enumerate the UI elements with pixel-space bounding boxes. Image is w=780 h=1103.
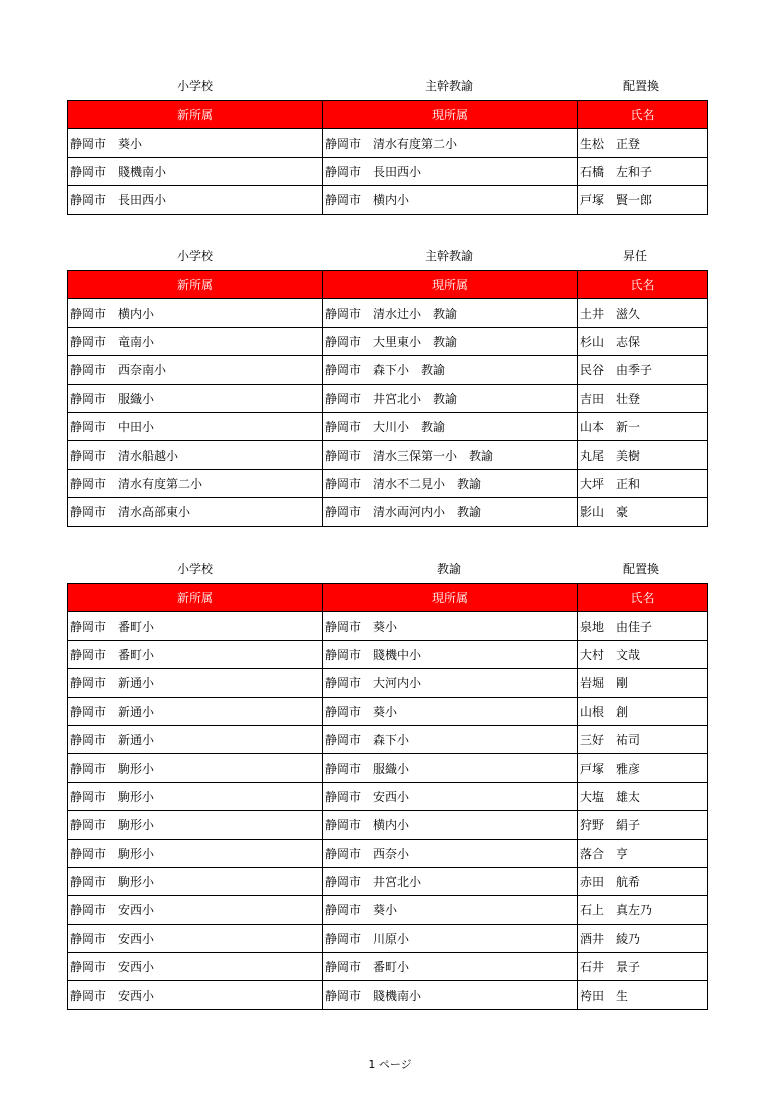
new-affiliation-cell: 静岡市 長田西小 <box>68 186 323 214</box>
name-cell: 戸塚 賢一郎 <box>578 186 708 214</box>
table-row <box>68 782 708 810</box>
column-header-current-affiliation: 現所属 <box>323 271 578 299</box>
current-affiliation-cell: 静岡市 安西小 <box>323 782 578 810</box>
table-row <box>68 725 708 753</box>
new-affiliation-cell: 静岡市 西奈南小 <box>68 356 323 384</box>
name-cell: 石橋 左和子 <box>578 157 708 185</box>
section-3 <box>67 555 707 1010</box>
current-affiliation-cell: 静岡市 葵小 <box>323 896 578 924</box>
current-affiliation-cell: 静岡市 大里東小 教諭 <box>323 327 578 355</box>
role-label: 主幹教諭 <box>425 79 474 93</box>
column-header-new-affiliation: 新所属 <box>68 101 323 129</box>
current-affiliation-cell: 静岡市 横内小 <box>323 811 578 839</box>
new-affiliation-cell: 静岡市 横内小 <box>68 299 323 327</box>
name-cell: 大塩 雄太 <box>578 782 708 810</box>
table-row <box>68 299 708 327</box>
name-cell: 戸塚 雅彦 <box>578 754 708 782</box>
new-affiliation-cell: 静岡市 安西小 <box>68 924 323 952</box>
name-cell: 岩堀 剛 <box>578 669 708 697</box>
name-cell: 山本 新一 <box>578 412 708 440</box>
school-type-label: 小学校 <box>177 562 214 576</box>
name-cell: 落合 亨 <box>578 839 708 867</box>
current-affiliation-cell: 静岡市 森下小 <box>323 725 578 753</box>
new-affiliation-cell: 静岡市 清水高部東小 <box>68 498 323 526</box>
section-header <box>67 72 707 100</box>
current-affiliation-cell: 静岡市 清水不二見小 教諭 <box>323 469 578 497</box>
column-header-new-affiliation: 新所属 <box>68 271 323 299</box>
name-cell: 袴田 生 <box>578 981 708 1009</box>
table-row <box>68 640 708 668</box>
table-row <box>68 811 708 839</box>
role-label: 教諭 <box>437 562 462 576</box>
new-affiliation-cell: 静岡市 新通小 <box>68 669 323 697</box>
new-affiliation-cell: 静岡市 新通小 <box>68 697 323 725</box>
current-affiliation-cell: 静岡市 井宮北小 <box>323 867 578 895</box>
name-cell: 丸尾 美樹 <box>578 441 708 469</box>
personnel-table <box>67 100 708 215</box>
table-row <box>68 754 708 782</box>
page-number: 1 ページ <box>368 1058 412 1071</box>
current-affiliation-cell: 静岡市 横内小 <box>323 186 578 214</box>
new-affiliation-cell: 静岡市 駒形小 <box>68 782 323 810</box>
table-row <box>68 896 708 924</box>
new-affiliation-cell: 静岡市 番町小 <box>68 612 323 640</box>
name-cell: 山根 創 <box>578 697 708 725</box>
table-row <box>68 867 708 895</box>
new-affiliation-cell: 静岡市 安西小 <box>68 981 323 1009</box>
current-affiliation-cell: 静岡市 葵小 <box>323 697 578 725</box>
current-affiliation-cell: 静岡市 森下小 教諭 <box>323 356 578 384</box>
current-affiliation-cell: 静岡市 清水有度第二小 <box>323 129 578 157</box>
section-header <box>67 555 707 583</box>
current-affiliation-cell: 静岡市 清水両河内小 教諭 <box>323 498 578 526</box>
table-row <box>68 612 708 640</box>
name-cell: 大坪 正和 <box>578 469 708 497</box>
action-label: 配置換 <box>623 562 660 576</box>
table-row <box>68 981 708 1009</box>
name-cell: 民谷 由季子 <box>578 356 708 384</box>
section-header <box>67 242 707 270</box>
table-row <box>68 157 708 185</box>
current-affiliation-cell: 静岡市 賤機中小 <box>323 640 578 668</box>
column-header-name: 氏名 <box>578 271 708 299</box>
new-affiliation-cell: 静岡市 清水船越小 <box>68 441 323 469</box>
current-affiliation-cell: 静岡市 西奈小 <box>323 839 578 867</box>
action-label: 昇任 <box>623 249 648 263</box>
school-type-label: 小学校 <box>177 79 214 93</box>
table-row <box>68 441 708 469</box>
name-cell: 土井 滋久 <box>578 299 708 327</box>
new-affiliation-cell: 静岡市 安西小 <box>68 896 323 924</box>
name-cell: 狩野 絹子 <box>578 811 708 839</box>
current-affiliation-cell: 静岡市 葵小 <box>323 612 578 640</box>
current-affiliation-cell: 静岡市 賤機南小 <box>323 981 578 1009</box>
column-header-current-affiliation: 現所属 <box>323 101 578 129</box>
current-affiliation-cell: 静岡市 川原小 <box>323 924 578 952</box>
name-cell: 杉山 志保 <box>578 327 708 355</box>
personnel-table <box>67 583 708 1010</box>
table-row <box>68 924 708 952</box>
current-affiliation-cell: 静岡市 清水三保第一小 教諭 <box>323 441 578 469</box>
new-affiliation-cell: 静岡市 新通小 <box>68 725 323 753</box>
name-cell: 吉田 壮登 <box>578 384 708 412</box>
new-affiliation-cell: 静岡市 駒形小 <box>68 839 323 867</box>
column-header-current-affiliation: 現所属 <box>323 584 578 612</box>
current-affiliation-cell: 静岡市 番町小 <box>323 953 578 981</box>
name-cell: 大村 文哉 <box>578 640 708 668</box>
name-cell: 三好 祐司 <box>578 725 708 753</box>
table-row <box>68 953 708 981</box>
current-affiliation-cell: 静岡市 服織小 <box>323 754 578 782</box>
new-affiliation-cell: 静岡市 服織小 <box>68 384 323 412</box>
table-row <box>68 412 708 440</box>
new-affiliation-cell: 静岡市 清水有度第二小 <box>68 469 323 497</box>
current-affiliation-cell: 静岡市 大河内小 <box>323 669 578 697</box>
name-cell: 生松 正登 <box>578 129 708 157</box>
table-header-row <box>68 271 708 299</box>
section-1 <box>67 72 707 215</box>
table-row <box>68 186 708 214</box>
table-header-row <box>68 584 708 612</box>
name-cell: 泉地 由佳子 <box>578 612 708 640</box>
table-row <box>68 129 708 157</box>
new-affiliation-cell: 静岡市 番町小 <box>68 640 323 668</box>
new-affiliation-cell: 静岡市 賤機南小 <box>68 157 323 185</box>
name-cell: 赤田 航希 <box>578 867 708 895</box>
table-row <box>68 498 708 526</box>
new-affiliation-cell: 静岡市 駒形小 <box>68 811 323 839</box>
action-label: 配置換 <box>623 79 660 93</box>
current-affiliation-cell: 静岡市 井宮北小 教諭 <box>323 384 578 412</box>
new-affiliation-cell: 静岡市 葵小 <box>68 129 323 157</box>
column-header-name: 氏名 <box>578 101 708 129</box>
new-affiliation-cell: 静岡市 中田小 <box>68 412 323 440</box>
name-cell: 石上 真左乃 <box>578 896 708 924</box>
school-type-label: 小学校 <box>177 249 214 263</box>
personnel-table <box>67 270 708 527</box>
column-header-name: 氏名 <box>578 584 708 612</box>
table-row <box>68 469 708 497</box>
new-affiliation-cell: 静岡市 駒形小 <box>68 867 323 895</box>
table-row <box>68 356 708 384</box>
section-2 <box>67 242 707 527</box>
table-row <box>68 669 708 697</box>
name-cell: 石井 景子 <box>578 953 708 981</box>
new-affiliation-cell: 静岡市 駒形小 <box>68 754 323 782</box>
table-row <box>68 839 708 867</box>
role-label: 主幹教諭 <box>425 249 474 263</box>
new-affiliation-cell: 静岡市 安西小 <box>68 953 323 981</box>
table-header-row <box>68 101 708 129</box>
table-row <box>68 384 708 412</box>
current-affiliation-cell: 静岡市 清水辻小 教諭 <box>323 299 578 327</box>
column-header-new-affiliation: 新所属 <box>68 584 323 612</box>
current-affiliation-cell: 静岡市 大川小 教諭 <box>323 412 578 440</box>
new-affiliation-cell: 静岡市 竜南小 <box>68 327 323 355</box>
name-cell: 酒井 綾乃 <box>578 924 708 952</box>
current-affiliation-cell: 静岡市 長田西小 <box>323 157 578 185</box>
name-cell: 影山 豪 <box>578 498 708 526</box>
table-row <box>68 327 708 355</box>
table-row <box>68 697 708 725</box>
